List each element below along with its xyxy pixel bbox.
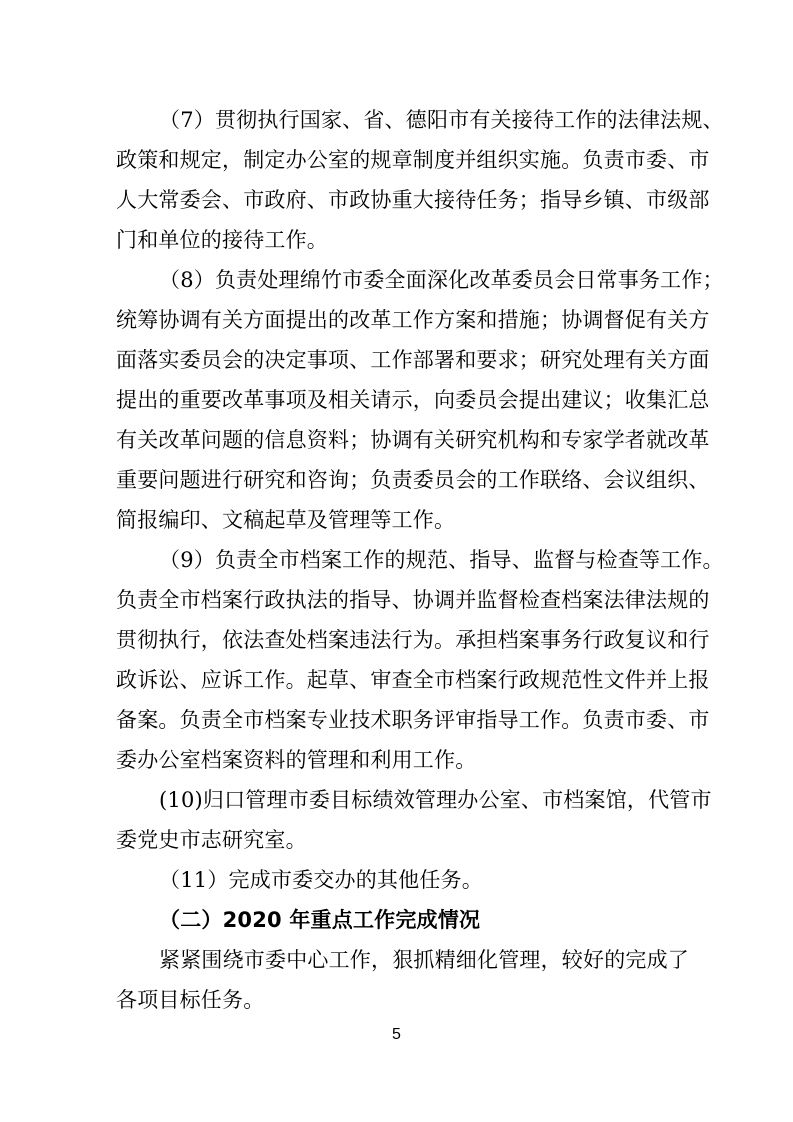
item-8-line-6: 重要问题进行研究和咨询；负责委员会的工作联络、会议组织、: [116, 468, 710, 492]
page-number: 5: [392, 1026, 401, 1043]
item-8-line-7: 简报编印、文稿起草及管理等工作。: [116, 508, 456, 532]
item-8-line-3: 面落实委员会的决定事项、工作部署和要求；研究处理有关方面: [116, 348, 710, 372]
item-10-line-1: (10)归口管理市委目标绩效管理办公室、市档案馆，代管市: [159, 788, 712, 812]
section-heading: （二）2020 年重点工作完成情况: [159, 908, 481, 932]
item-7-line-3: 人大常委会、市政府、市政协重大接待任务；指导乡镇、市级部: [116, 188, 710, 212]
item-9-line-1: （9）负责全市档案工作的规范、指导、监督与检查等工作。: [159, 548, 724, 572]
item-7-line-4: 门和单位的接待工作。: [116, 228, 328, 252]
item-9-line-6: 委办公室档案资料的管理和利用工作。: [116, 748, 477, 772]
item-9-line-3: 贯彻执行，依法查处档案违法行为。承担档案事务行政复议和行: [116, 628, 710, 652]
item-7-line-2: 政策和规定，制定办公室的规章制度并组织实施。负责市委、市: [116, 148, 710, 172]
item-9-line-2: 负责全市档案行政执法的指导、协调并监督检查档案法律法规的: [116, 588, 710, 612]
item-8-line-4: 提出的重要改革事项及相关请示，向委员会提出建议；收集汇总: [116, 388, 710, 412]
item-9-line-4: 政诉讼、应诉工作。起草、审查全市档案行政规范性文件并上报: [116, 668, 710, 692]
summary-line-1: 紧紧围绕市委中心工作，狠抓精细化管理，较好的完成了: [159, 948, 689, 972]
item-8-line-2: 统筹协调有关方面提出的改革工作方案和措施；协调督促有关方: [116, 308, 710, 332]
item-8-line-1: （8）负责处理绵竹市委全面深化改革委员会日常事务工作；: [159, 268, 724, 292]
summary-line-2: 各项目标任务。: [116, 988, 265, 1012]
item-7-line-1: （7）贯彻执行国家、省、德阳市有关接待工作的法律法规、: [159, 108, 724, 132]
item-11-line-1: （11）完成市委交办的其他任务。: [159, 868, 483, 892]
item-8-line-5: 有关改革问题的信息资料；协调有关研究机构和专家学者就改革: [116, 428, 710, 452]
item-9-line-5: 备案。负责全市档案专业技术职务评审指导工作。负责市委、市: [116, 708, 710, 732]
item-10-line-2: 委党史市志研究室。: [116, 828, 307, 852]
